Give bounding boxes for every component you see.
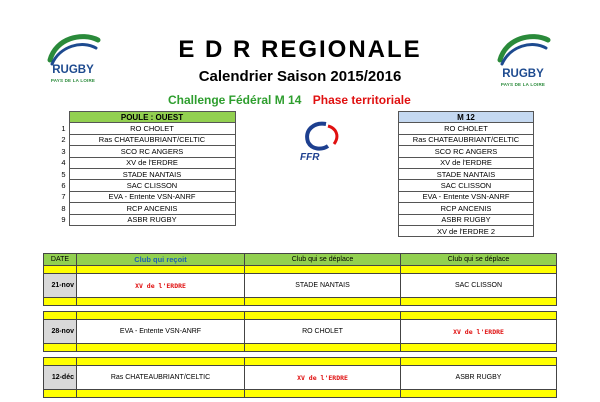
page-subtitle: Calendrier Saison 2015/2016 xyxy=(198,68,402,85)
table-row xyxy=(44,274,557,298)
team-name: RO CHOLET xyxy=(69,123,235,134)
team-name: ASBR RUGBY xyxy=(399,214,534,225)
date-header: DATE xyxy=(44,254,77,266)
poule-ouest-title: POULE : OUEST xyxy=(69,112,235,123)
logo-word: RUGBY xyxy=(52,64,94,76)
away-club-2: ASBR RUGBY xyxy=(401,366,557,390)
team-name: Ras CHATEAUBRIANT/CELTIC xyxy=(69,134,235,145)
table-row xyxy=(57,146,235,157)
home-club: EVA - Entente VSN-ANRF xyxy=(77,320,245,344)
match-date: 21-nov xyxy=(44,274,77,298)
away-club-2: SAC CLISSON xyxy=(401,274,557,298)
team-name: SAC CLISSON xyxy=(69,180,235,191)
poule-m12-title: M 12 xyxy=(399,112,534,123)
table-row xyxy=(399,225,534,236)
home-club-header: Club qui reçoit xyxy=(77,254,245,266)
schedule-table xyxy=(43,253,557,398)
home-club: XV de l'ERDRE xyxy=(77,274,245,298)
table-row xyxy=(399,146,534,157)
poule-ouest-table xyxy=(57,111,236,226)
away-club-1: STADE NANTAIS xyxy=(245,274,401,298)
team-name: Ras CHATEAUBRIANT/CELTIC xyxy=(399,134,534,145)
table-row xyxy=(57,134,235,145)
team-name: STADE NANTAIS xyxy=(69,168,235,179)
team-name: STADE NANTAIS xyxy=(399,168,534,179)
team-name: RCP ANCENIS xyxy=(69,203,235,214)
table-row xyxy=(57,157,235,168)
phase-label: Phase territoriale xyxy=(312,93,411,107)
poule-m12-table xyxy=(398,111,534,237)
table-row xyxy=(399,134,534,145)
team-number: 7 xyxy=(61,192,66,202)
team-name: XV de l'ERDRE 2 xyxy=(399,225,534,236)
team-name: EVA - Entente VSN-ANRF xyxy=(69,191,235,202)
away-club-1: XV de l'ERDRE xyxy=(245,366,401,390)
table-row xyxy=(399,180,534,191)
team-number: 5 xyxy=(61,169,66,179)
match-date: 28-nov xyxy=(44,320,77,344)
team-name: SAC CLISSON xyxy=(399,180,534,191)
table-row xyxy=(399,123,534,134)
team-number: 3 xyxy=(61,146,66,156)
home-club: Ras CHATEAUBRIANT/CELTIC xyxy=(77,366,245,390)
table-row xyxy=(399,214,534,225)
team-name: ASBR RUGBY xyxy=(69,214,235,225)
team-name: EVA - Entente VSN-ANRF xyxy=(399,191,534,202)
team-name: SCO RC ANGERS xyxy=(399,146,534,157)
team-name: RCP ANCENIS xyxy=(399,203,534,214)
table-row xyxy=(399,168,534,179)
away-club-1: RO CHOLET xyxy=(245,320,401,344)
away-club-header-2: Club qui se déplace xyxy=(401,254,557,266)
team-number: 8 xyxy=(61,203,66,213)
ffr-text: FFR xyxy=(300,152,320,163)
match-date: 12-déc xyxy=(44,366,77,390)
table-row xyxy=(399,191,534,202)
page-title: E D R REGIONALE xyxy=(178,36,422,63)
table-row xyxy=(44,320,557,344)
team-name: RO CHOLET xyxy=(399,123,534,134)
table-row xyxy=(57,214,235,225)
away-club-2: XV de l'ERDRE xyxy=(401,320,557,344)
logo-word: RUGBY xyxy=(502,68,544,80)
team-number: 6 xyxy=(61,181,66,191)
challenge-line xyxy=(168,93,411,107)
team-name: XV de l'ERDRE xyxy=(69,157,235,168)
logo-sub: PAYS DE LA LOIRE xyxy=(500,82,546,87)
table-row xyxy=(57,168,235,179)
table-row xyxy=(399,203,534,214)
table-row xyxy=(57,191,235,202)
team-number: 4 xyxy=(61,158,66,168)
table-row xyxy=(399,157,534,168)
team-number: 1 xyxy=(61,124,66,134)
table-row xyxy=(57,203,235,214)
table-row xyxy=(57,123,235,134)
logo-sub: PAYS DE LA LOIRE xyxy=(50,78,96,83)
team-name: XV de l'ERDRE xyxy=(399,157,534,168)
team-name: SCO RC ANGERS xyxy=(69,146,235,157)
schedule-header-row xyxy=(44,254,557,266)
table-row xyxy=(57,180,235,191)
team-number: 9 xyxy=(61,215,66,225)
away-club-header-1: Club qui se déplace xyxy=(245,254,401,266)
challenge-label: Challenge Fédéral M 14 xyxy=(168,93,302,107)
table-row xyxy=(44,366,557,390)
team-number: 2 xyxy=(61,135,66,145)
